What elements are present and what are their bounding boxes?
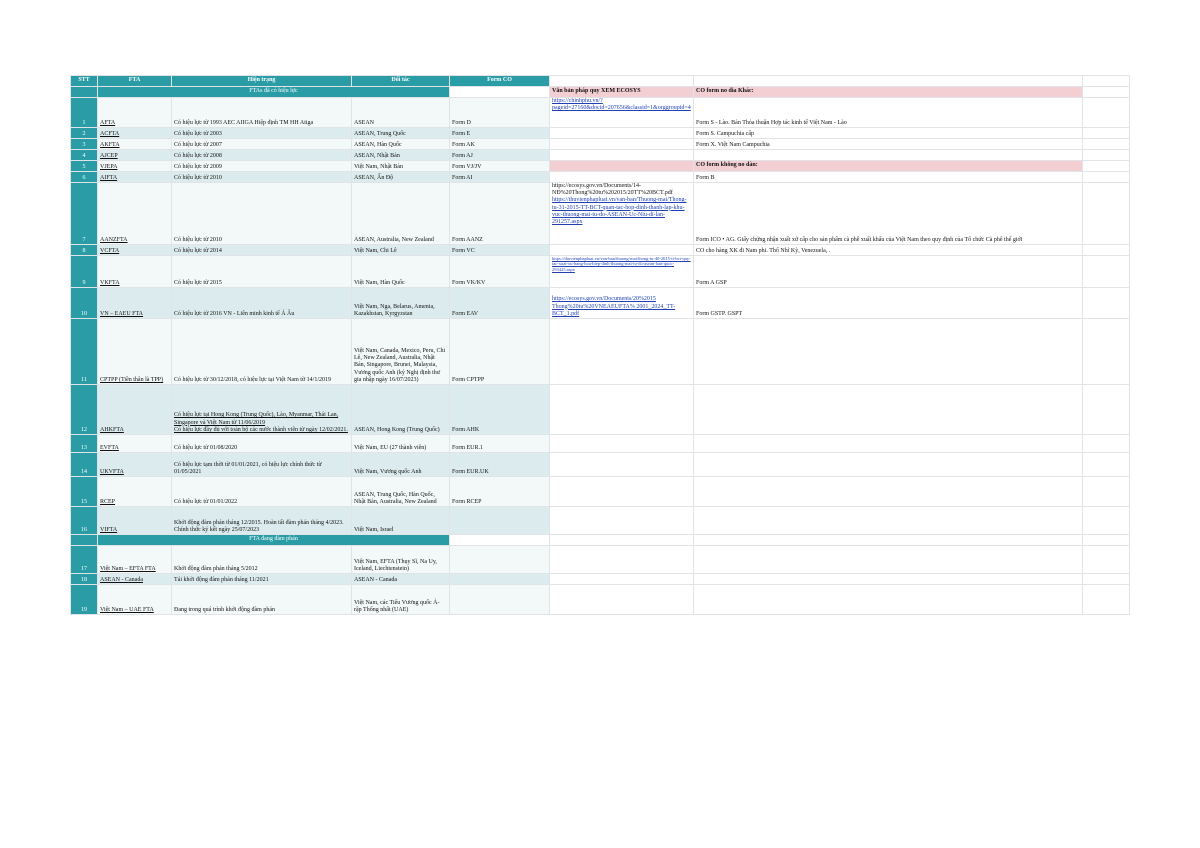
header-row	[71, 76, 1130, 87]
table-row: 7 AANZFTA Có hiệu lực từ 2010 ASEAN, Australia, New Zealand Form AANZ https://ecosys.gov.vn/Documents/14-NĐ%20Thong%20tu%202015/20TT%20BCT.pdf https://thuvienphapluat.vn/van-ban/Thuong-mai/Thong-tu-31-2015-TT-BCT-quan-tac-hop-dinh-thanh-lap-khu-vuc-thuong-mai-tu-do-ASEAN-Uc-Niu-di-lan-291257.aspx Form ICO • AG. Giấy chứng nhận xuất xứ cấp cho sản phẩm cà phê xuất khẩu của Việt Nam theo quy định của Tổ chức Cà phê thế giới	[71, 183, 1130, 245]
table-row: 9 VKFTA Có hiệu lực từ 2015 Việt Nam, Hàn Quốc Form VK/KV https://thuvienphapluat.vn/van-ban/thuong-mai/thong-tu-40-2015-tt-bct-quy-tac-xuat-xu-hang-hoa-hiep-dinh-thuong-mai-tu-do-asean-han-quoc-293425.aspx Form A GSP	[71, 256, 1130, 288]
side-link[interactable]: https://ecosys.gov.vn/Documents/20%2015 Thong%20tu%20VNEAEUFTA% 2001_2024_TT-BCT_1.pdf	[552, 296, 676, 317]
table-row: 12 AHKFTA Có hiệu lực tại Hong Kong (Trung Quốc), Lào, Myanmar, Thái Lan, Singapore và Việt Nam từ 11/06/2019 Có hiệu lực đầy đủ với toàn bộ các nước thành viên từ ngày 12/02/2021. ASEAN, Hong Kong (Trung Quốc) Form AHK	[71, 385, 1130, 435]
table-row: 13 EVFTA Có hiệu lực từ 01/08/2020 Việt Nam, EU (27 thành viên) Form EUR.1	[71, 435, 1130, 453]
header-stt[interactable]: STT	[71, 76, 98, 87]
table-row: 10 VN – EAEU FTA Có hiệu lực từ 2016 VN - Liên minh kinh tế Á Âu Việt Nam, Nga, Belarus, Amenia, Kazakhstan, Kyrgyzstan Form EAV https://ecosys.gov.vn/Documents/20%2015 Thong%20tu%20VNEAEUFTA% 2001_2024_TT-BCT_1.pdf Form GSTP. GSPT	[71, 288, 1130, 319]
table-row: 11 CPTPP (Tiền thân là TPP) Có hiệu lực từ 30/12/2018, có hiệu lực tại Việt Nam từ 14/1/2019 Việt Nam, Canada, Mexico, Peru, Chi Lê, New Zealand, Australia, Nhật Bản, Singapore, Brunei, Malaysia, Vương quốc Anh (ký Nghị định thư gia nhập ngày 16/07/2023) Form CPTPP	[71, 319, 1130, 385]
side-co-free[interactable]: CO form no dia Khác:	[694, 87, 1083, 98]
fta-spreadsheet	[70, 75, 1130, 615]
table-row: 2 ACFTA Có hiệu lực từ 2003 ASEAN, Trung Quốc Form E Form S. Campuchia cấp	[71, 128, 1130, 139]
section-title-negotiating: FTA đang đàm phán	[98, 535, 450, 546]
table-row: 4 AJCEP Có hiệu lực từ 2008 ASEAN, Nhật Bản Form AJ	[71, 150, 1130, 161]
side-link[interactable]: https://thuvienphapluat.vn/van-ban/thuong-mai/thong-tu-40-2015-tt-bct-quy-tac-xuat-xu-hang-hoa-hiep-dinh-thuong-mai-tu-do-asean-han-quoc-293425.aspx	[552, 256, 691, 272]
header-form-co[interactable]: Form CO	[450, 76, 550, 87]
section-row-active	[71, 87, 1130, 98]
table-row: 14 UKVFTA Có hiệu lực tạm thời từ 01/01/2021, có hiệu lực chính thức từ 01/05/2021 Việt Nam, Vương quốc Anh Form EUR.UK	[71, 453, 1130, 477]
table-row: 5 VJEPA Có hiệu lực từ 2009 Việt Nam, Nhật Bản Form VJ/JV CO form không no dàn:	[71, 161, 1130, 172]
table-row: 17 Việt Nam – EFTA FTA Khởi động đàm phán tháng 5/2012 Việt Nam, EFTA (Thụy Sĩ, Na Uy, Iceland, Liechtenstein)	[71, 546, 1130, 574]
side-doc-title[interactable]: Văn bản pháp quy XEM ECOSYS	[550, 87, 694, 98]
section-row-negotiating	[71, 535, 1130, 546]
table-row: 15 RCEP Có hiệu lực từ 01/01/2022 ASEAN, Trung Quốc, Hàn Quốc, Nhật Bản, Australia, New Zealand Form RCEP	[71, 477, 1130, 507]
side-link[interactable]: https://ecosys.gov.vn/Documents/14-NĐ%20Thong%20tu%202015/20TT%20BCT.pdf	[552, 183, 673, 197]
table-row: 3 AKFTA Có hiệu lực từ 2007 ASEAN, Hàn Quốc Form AK Form X. Việt Nam Campuchia	[71, 139, 1130, 150]
table-row: 1 AFTA Có hiệu lực từ 1993 AEC AIIGA Hiệp định TM HH Atiga ASEAN Form D https://chinhphu.vn/?pageid=27160&docid=207656&classid=1&orggroupid=4 Form S - Lào. Bản Thỏa thuận Hợp tác kinh tế Việt Nam - Lào	[71, 98, 1130, 128]
table-row: 6 AIFTA Có hiệu lực từ 2010 ASEAN, Ấn Độ Form AI Form B	[71, 172, 1130, 183]
side-co-fee[interactable]: CO form không no dàn:	[694, 161, 1083, 172]
table-row: 16 VIFTA Khởi động đàm phán tháng 12/2015. Hoàn tất đàm phán tháng 4/2023. Chính thức ký kết ngày 25/07/2023 Việt Nam, Israel	[71, 507, 1130, 535]
table-row: 8 VCFTA Có hiệu lực từ 2014 Việt Nam, Chi Lê Form VC CO cho hàng XK đi Nam phi. Thổ Nhĩ Kỳ, Venezuela, .	[71, 245, 1130, 256]
header-status[interactable]: Hiện trạng	[172, 76, 352, 87]
header-fta[interactable]: FTA	[98, 76, 172, 87]
table-row: 18 ASEAN - Canada Tái khởi động đàm phán tháng 11/2021 ASEAN - Canada	[71, 574, 1130, 585]
section-title-active: FTAs đã có hiệu lực	[98, 87, 450, 98]
table-row: 19 Việt Nam – UAE FTA Đang trong quá trình khởi động đàm phán Việt Nam, các Tiểu Vương quốc Ả-rập Thống nhất (UAE)	[71, 585, 1130, 615]
side-link[interactable]: https://chinhphu.vn/?pageid=27160&docid=207656&classid=1&orggroupid=4	[552, 98, 691, 112]
side-link[interactable]: https://thuvienphapluat.vn/van-ban/Thuong-mai/Thong-tu-31-2015-TT-BCT-quan-tac-hop-dinh-thanh-lap-khu-vuc-thuong-mai-tu-do-ASEAN-Uc-Niu-di-lan-291257.aspx	[552, 197, 687, 226]
header-partner[interactable]: Đối tác	[352, 76, 450, 87]
